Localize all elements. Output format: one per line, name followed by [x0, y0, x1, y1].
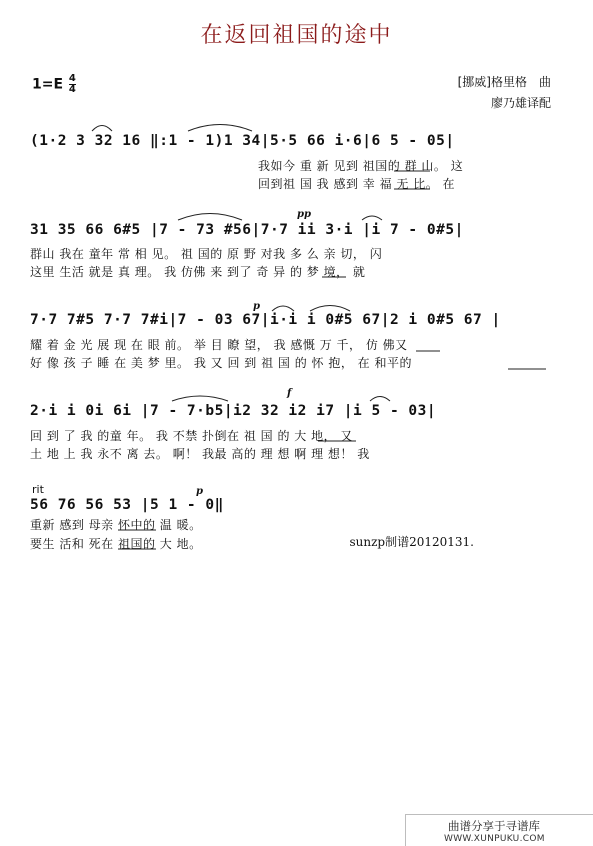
system-1-notes: (1·2 3 32 16 ‖:1 - 1)1 34|5·5 66 i·6|6 5 - 05| [30, 133, 455, 149]
key-signature [32, 74, 76, 95]
dynamic-marking: f [287, 388, 292, 399]
transcriber-credit: sunzp制谱20120131. [349, 535, 474, 549]
translator-credit: 廖乃雄译配 [490, 96, 551, 110]
system-4-lyric-2: 土 地 上 我 永不 离 去。 啊！ 我最 高的 理 想 啊 理 想！ 我 [30, 447, 370, 461]
system-2-lyric-1: 群山 我在 童年 常 相 见。 祖 国的 原 野 对我 多 么 亲 切， 闪 [30, 247, 383, 261]
system-5-notes: 56 76 56 53 |5 1 - 0‖ [30, 497, 224, 513]
system-3-lyric-1: 耀 着 金 光 展 现 在 眼 前。 举 目 瞭 望， 我 感慨 万 千， 仿 佛又 [30, 338, 408, 352]
tie-mark [172, 396, 228, 401]
tie-mark [188, 125, 252, 132]
system-4-notes: 2·i i 0i 6i |7 - 7·b5|i2 32 i2 i7 |i 5 - 03| [30, 403, 437, 419]
dynamic-marking: pp [297, 209, 311, 220]
time-numerator: 4 [68, 73, 76, 84]
song-title: 在返回祖国的途中 [200, 23, 393, 48]
system-2-lyric-2: 这里 生活 就是 真 理。 我 仿佛 来 到了 奇 异 的 梦 境， 就 [30, 265, 366, 279]
system-4-lyric-1: 回 到 了 我 的童 年。 我 不禁 扑倒在 祖 国 的 大 地， 又 [30, 429, 353, 443]
tempo-marking: rit [32, 483, 44, 496]
time-denominator: 4 [68, 84, 76, 95]
tie-mark [92, 126, 112, 132]
time-signature [69, 74, 76, 95]
system-1-lyric-1: 我如今 重 新 见到 祖国的 群 山。 这 [258, 159, 464, 173]
tie-mark [272, 306, 294, 311]
tie-mark [178, 214, 242, 221]
system-3-lyric-2: 好 像 孩 子 睡 在 美 梦 里。 我 又 回 到 祖 国 的 怀 抱， 在 和平的 [30, 356, 412, 370]
system-5-lyric-1: 重新 感到 母亲 怀中的 温 暖。 [30, 518, 202, 532]
tie-mark [362, 216, 382, 220]
system-2-notes: 31 35 66 6#5 |7 - 73 #56|7·7 ii 3·i |i 7 - 0#5| [30, 222, 464, 238]
composer-credit: [挪威]格里格 曲 [457, 75, 551, 89]
tie-mark [370, 397, 390, 402]
watermark-url: WWW.XUNPUKU.COM [444, 834, 545, 844]
system-1-lyric-2: 回到祖 国 我 感到 幸 福 无 比。 在 [258, 177, 456, 191]
watermark-text: 曲谱分享于寻谱库 [448, 819, 540, 833]
dynamic-marking: p [253, 301, 260, 312]
system-3-notes: 7·7 7#5 7·7 7#i|7 - 03 67|i·i i 0#5 67|2 i 0#5 67 | [30, 312, 501, 328]
dynamic-marking: p [196, 486, 203, 497]
tie-mark [310, 306, 350, 312]
key-label: 1=E [32, 76, 64, 93]
system-5-lyric-2: 要生 活和 死在 祖国的 大 地。 [30, 537, 202, 551]
